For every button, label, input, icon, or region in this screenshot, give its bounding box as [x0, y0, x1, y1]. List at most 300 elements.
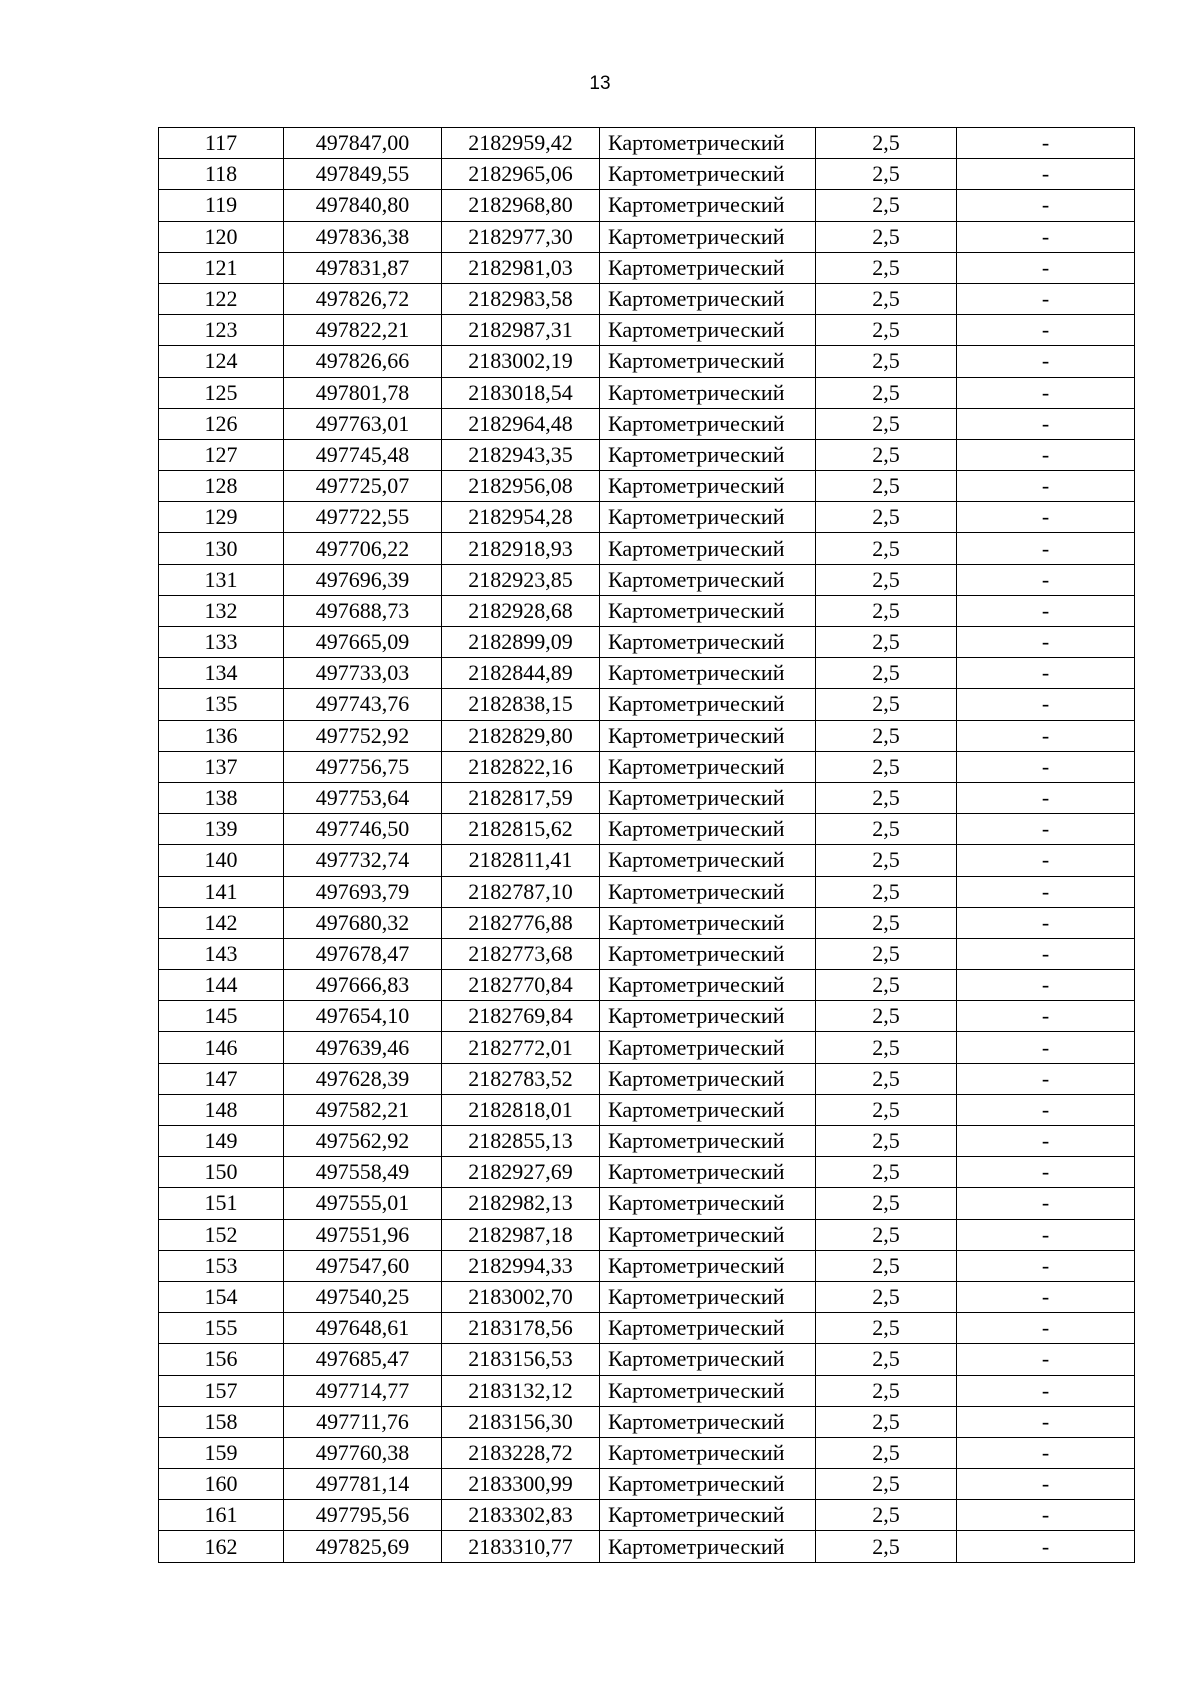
method-cell: Картометрический [600, 1157, 816, 1188]
accuracy-cell: 2,5 [816, 1406, 957, 1437]
y-coordinate-cell: 2182772,01 [442, 1032, 600, 1063]
accuracy-cell: 2,5 [816, 1001, 957, 1032]
x-coordinate-cell: 497582,21 [284, 1094, 442, 1125]
point-number-cell: 141 [159, 876, 284, 907]
x-coordinate-cell: 497714,77 [284, 1375, 442, 1406]
method-cell: Картометрический [600, 1001, 816, 1032]
table-row [159, 283, 1135, 314]
x-coordinate-cell: 497654,10 [284, 1001, 442, 1032]
accuracy-cell: 2,5 [816, 283, 957, 314]
x-coordinate-cell: 497547,60 [284, 1250, 442, 1281]
accuracy-cell: 2,5 [816, 1094, 957, 1125]
method-cell: Картометрический [600, 658, 816, 689]
note-cell: - [957, 315, 1135, 346]
table-row [159, 1406, 1135, 1437]
point-number-cell: 154 [159, 1281, 284, 1312]
table-row [159, 1375, 1135, 1406]
accuracy-cell: 2,5 [816, 408, 957, 439]
point-number-cell: 150 [159, 1157, 284, 1188]
x-coordinate-cell: 497666,83 [284, 970, 442, 1001]
y-coordinate-cell: 2182817,59 [442, 782, 600, 813]
point-number-cell: 132 [159, 595, 284, 626]
accuracy-cell: 2,5 [816, 1032, 957, 1063]
point-number-cell: 122 [159, 283, 284, 314]
table-row [159, 938, 1135, 969]
table-row [159, 970, 1135, 1001]
y-coordinate-cell: 2182770,84 [442, 970, 600, 1001]
point-number-cell: 118 [159, 159, 284, 190]
point-number-cell: 162 [159, 1531, 284, 1562]
table-row [159, 471, 1135, 502]
point-number-cell: 140 [159, 845, 284, 876]
x-coordinate-cell: 497847,00 [284, 128, 442, 159]
y-coordinate-cell: 2182822,16 [442, 751, 600, 782]
table-row [159, 1313, 1135, 1344]
note-cell: - [957, 221, 1135, 252]
accuracy-cell: 2,5 [816, 1157, 957, 1188]
note-cell: - [957, 1375, 1135, 1406]
y-coordinate-cell: 2182927,69 [442, 1157, 600, 1188]
accuracy-cell: 2,5 [816, 1188, 957, 1219]
y-coordinate-cell: 2182987,18 [442, 1219, 600, 1250]
y-coordinate-cell: 2182829,80 [442, 720, 600, 751]
method-cell: Картометрический [600, 252, 816, 283]
y-coordinate-cell: 2183156,30 [442, 1406, 600, 1437]
table-row [159, 1126, 1135, 1157]
table-row [159, 1281, 1135, 1312]
y-coordinate-cell: 2182769,84 [442, 1001, 600, 1032]
accuracy-cell: 2,5 [816, 315, 957, 346]
y-coordinate-cell: 2182918,93 [442, 533, 600, 564]
point-number-cell: 137 [159, 751, 284, 782]
x-coordinate-cell: 497743,76 [284, 689, 442, 720]
table-row [159, 159, 1135, 190]
note-cell: - [957, 1219, 1135, 1250]
accuracy-cell: 2,5 [816, 1469, 957, 1500]
point-number-cell: 157 [159, 1375, 284, 1406]
x-coordinate-cell: 497680,32 [284, 907, 442, 938]
table-row [159, 533, 1135, 564]
x-coordinate-cell: 497639,46 [284, 1032, 442, 1063]
point-number-cell: 155 [159, 1313, 284, 1344]
note-cell: - [957, 408, 1135, 439]
accuracy-cell: 2,5 [816, 751, 957, 782]
y-coordinate-cell: 2182923,85 [442, 564, 600, 595]
accuracy-cell: 2,5 [816, 1126, 957, 1157]
accuracy-cell: 2,5 [816, 159, 957, 190]
note-cell: - [957, 128, 1135, 159]
method-cell: Картометрический [600, 782, 816, 813]
note-cell: - [957, 159, 1135, 190]
y-coordinate-cell: 2182943,35 [442, 439, 600, 470]
accuracy-cell: 2,5 [816, 1500, 957, 1531]
note-cell: - [957, 1032, 1135, 1063]
x-coordinate-cell: 497745,48 [284, 439, 442, 470]
table-row [159, 595, 1135, 626]
point-number-cell: 142 [159, 907, 284, 938]
table-row [159, 1219, 1135, 1250]
table-row [159, 845, 1135, 876]
x-coordinate-cell: 497831,87 [284, 252, 442, 283]
note-cell: - [957, 346, 1135, 377]
method-cell: Картометрический [600, 1281, 816, 1312]
accuracy-cell: 2,5 [816, 876, 957, 907]
y-coordinate-cell: 2183302,83 [442, 1500, 600, 1531]
table-row [159, 190, 1135, 221]
x-coordinate-cell: 497540,25 [284, 1281, 442, 1312]
y-coordinate-cell: 2182977,30 [442, 221, 600, 252]
x-coordinate-cell: 497696,39 [284, 564, 442, 595]
y-coordinate-cell: 2182983,58 [442, 283, 600, 314]
x-coordinate-cell: 497826,66 [284, 346, 442, 377]
y-coordinate-cell: 2182981,03 [442, 252, 600, 283]
x-coordinate-cell: 497706,22 [284, 533, 442, 564]
coordinates-table [158, 127, 1135, 1563]
table-row [159, 814, 1135, 845]
point-number-cell: 138 [159, 782, 284, 813]
point-number-cell: 147 [159, 1063, 284, 1094]
accuracy-cell: 2,5 [816, 845, 957, 876]
method-cell: Картометрический [600, 439, 816, 470]
method-cell: Картометрический [600, 938, 816, 969]
x-coordinate-cell: 497836,38 [284, 221, 442, 252]
point-number-cell: 146 [159, 1032, 284, 1063]
x-coordinate-cell: 497763,01 [284, 408, 442, 439]
table-row [159, 876, 1135, 907]
y-coordinate-cell: 2183300,99 [442, 1469, 600, 1500]
x-coordinate-cell: 497725,07 [284, 471, 442, 502]
note-cell: - [957, 533, 1135, 564]
note-cell: - [957, 782, 1135, 813]
method-cell: Картометрический [600, 502, 816, 533]
x-coordinate-cell: 497825,69 [284, 1531, 442, 1562]
accuracy-cell: 2,5 [816, 471, 957, 502]
method-cell: Картометрический [600, 1126, 816, 1157]
accuracy-cell: 2,5 [816, 1219, 957, 1250]
accuracy-cell: 2,5 [816, 533, 957, 564]
table-row [159, 439, 1135, 470]
x-coordinate-cell: 497801,78 [284, 377, 442, 408]
method-cell: Картометрический [600, 1250, 816, 1281]
note-cell: - [957, 1406, 1135, 1437]
x-coordinate-cell: 497840,80 [284, 190, 442, 221]
point-number-cell: 161 [159, 1500, 284, 1531]
point-number-cell: 145 [159, 1001, 284, 1032]
accuracy-cell: 2,5 [816, 252, 957, 283]
method-cell: Картометрический [600, 315, 816, 346]
point-number-cell: 133 [159, 627, 284, 658]
note-cell: - [957, 627, 1135, 658]
x-coordinate-cell: 497746,50 [284, 814, 442, 845]
y-coordinate-cell: 2182838,15 [442, 689, 600, 720]
x-coordinate-cell: 497756,75 [284, 751, 442, 782]
table-row [159, 1032, 1135, 1063]
accuracy-cell: 2,5 [816, 907, 957, 938]
point-number-cell: 149 [159, 1126, 284, 1157]
note-cell: - [957, 595, 1135, 626]
point-number-cell: 136 [159, 720, 284, 751]
note-cell: - [957, 502, 1135, 533]
method-cell: Картометрический [600, 346, 816, 377]
method-cell: Картометрический [600, 720, 816, 751]
method-cell: Картометрический [600, 471, 816, 502]
y-coordinate-cell: 2182776,88 [442, 907, 600, 938]
table-row [159, 408, 1135, 439]
method-cell: Картометрический [600, 564, 816, 595]
point-number-cell: 160 [159, 1469, 284, 1500]
x-coordinate-cell: 497760,38 [284, 1437, 442, 1468]
x-coordinate-cell: 497795,56 [284, 1500, 442, 1531]
accuracy-cell: 2,5 [816, 720, 957, 751]
point-number-cell: 130 [159, 533, 284, 564]
note-cell: - [957, 1188, 1135, 1219]
method-cell: Картометрический [600, 1344, 816, 1375]
y-coordinate-cell: 2182855,13 [442, 1126, 600, 1157]
y-coordinate-cell: 2182959,42 [442, 128, 600, 159]
x-coordinate-cell: 497555,01 [284, 1188, 442, 1219]
accuracy-cell: 2,5 [816, 1531, 957, 1562]
note-cell: - [957, 1063, 1135, 1094]
accuracy-cell: 2,5 [816, 938, 957, 969]
y-coordinate-cell: 2182928,68 [442, 595, 600, 626]
table-row [159, 315, 1135, 346]
y-coordinate-cell: 2183310,77 [442, 1531, 600, 1562]
method-cell: Картометрический [600, 1437, 816, 1468]
table-row [159, 1469, 1135, 1500]
table-row [159, 1094, 1135, 1125]
point-number-cell: 144 [159, 970, 284, 1001]
y-coordinate-cell: 2183228,72 [442, 1437, 600, 1468]
accuracy-cell: 2,5 [816, 221, 957, 252]
y-coordinate-cell: 2183132,12 [442, 1375, 600, 1406]
table-row [159, 1063, 1135, 1094]
method-cell: Картометрический [600, 1469, 816, 1500]
x-coordinate-cell: 497711,76 [284, 1406, 442, 1437]
y-coordinate-cell: 2182956,08 [442, 471, 600, 502]
note-cell: - [957, 1126, 1135, 1157]
x-coordinate-cell: 497688,73 [284, 595, 442, 626]
accuracy-cell: 2,5 [816, 1281, 957, 1312]
method-cell: Картометрический [600, 1219, 816, 1250]
accuracy-cell: 2,5 [816, 128, 957, 159]
note-cell: - [957, 1437, 1135, 1468]
y-coordinate-cell: 2183156,53 [442, 1344, 600, 1375]
page-number: 13 [589, 73, 611, 94]
table-row [159, 1188, 1135, 1219]
accuracy-cell: 2,5 [816, 564, 957, 595]
note-cell: - [957, 1469, 1135, 1500]
table-row [159, 1500, 1135, 1531]
note-cell: - [957, 845, 1135, 876]
y-coordinate-cell: 2182987,31 [442, 315, 600, 346]
y-coordinate-cell: 2182818,01 [442, 1094, 600, 1125]
y-coordinate-cell: 2183178,56 [442, 1313, 600, 1344]
note-cell: - [957, 876, 1135, 907]
note-cell: - [957, 658, 1135, 689]
table-row [159, 128, 1135, 159]
method-cell: Картометрический [600, 845, 816, 876]
accuracy-cell: 2,5 [816, 689, 957, 720]
point-number-cell: 152 [159, 1219, 284, 1250]
y-coordinate-cell: 2182783,52 [442, 1063, 600, 1094]
method-cell: Картометрический [600, 377, 816, 408]
x-coordinate-cell: 497628,39 [284, 1063, 442, 1094]
point-number-cell: 128 [159, 471, 284, 502]
x-coordinate-cell: 497678,47 [284, 938, 442, 969]
point-number-cell: 119 [159, 190, 284, 221]
table-row [159, 1531, 1135, 1562]
x-coordinate-cell: 497562,92 [284, 1126, 442, 1157]
method-cell: Картометрический [600, 751, 816, 782]
table-row [159, 221, 1135, 252]
accuracy-cell: 2,5 [816, 1375, 957, 1406]
point-number-cell: 123 [159, 315, 284, 346]
method-cell: Картометрический [600, 876, 816, 907]
x-coordinate-cell: 497693,79 [284, 876, 442, 907]
accuracy-cell: 2,5 [816, 814, 957, 845]
note-cell: - [957, 751, 1135, 782]
table-row [159, 907, 1135, 938]
accuracy-cell: 2,5 [816, 595, 957, 626]
x-coordinate-cell: 497551,96 [284, 1219, 442, 1250]
x-coordinate-cell: 497849,55 [284, 159, 442, 190]
method-cell: Картометрический [600, 283, 816, 314]
table-row [159, 502, 1135, 533]
point-number-cell: 153 [159, 1250, 284, 1281]
note-cell: - [957, 720, 1135, 751]
note-cell: - [957, 1500, 1135, 1531]
x-coordinate-cell: 497665,09 [284, 627, 442, 658]
accuracy-cell: 2,5 [816, 782, 957, 813]
point-number-cell: 139 [159, 814, 284, 845]
x-coordinate-cell: 497822,21 [284, 315, 442, 346]
note-cell: - [957, 814, 1135, 845]
x-coordinate-cell: 497752,92 [284, 720, 442, 751]
x-coordinate-cell: 497722,55 [284, 502, 442, 533]
y-coordinate-cell: 2182899,09 [442, 627, 600, 658]
table-row [159, 346, 1135, 377]
point-number-cell: 127 [159, 439, 284, 470]
x-coordinate-cell: 497753,64 [284, 782, 442, 813]
x-coordinate-cell: 497648,61 [284, 1313, 442, 1344]
x-coordinate-cell: 497685,47 [284, 1344, 442, 1375]
method-cell: Картометрический [600, 221, 816, 252]
method-cell: Картометрический [600, 907, 816, 938]
point-number-cell: 124 [159, 346, 284, 377]
method-cell: Картометрический [600, 595, 816, 626]
note-cell: - [957, 938, 1135, 969]
table-row [159, 658, 1135, 689]
accuracy-cell: 2,5 [816, 1313, 957, 1344]
method-cell: Картометрический [600, 1313, 816, 1344]
point-number-cell: 143 [159, 938, 284, 969]
accuracy-cell: 2,5 [816, 502, 957, 533]
note-cell: - [957, 689, 1135, 720]
note-cell: - [957, 471, 1135, 502]
y-coordinate-cell: 2183002,70 [442, 1281, 600, 1312]
y-coordinate-cell: 2182954,28 [442, 502, 600, 533]
accuracy-cell: 2,5 [816, 1437, 957, 1468]
accuracy-cell: 2,5 [816, 190, 957, 221]
note-cell: - [957, 1094, 1135, 1125]
x-coordinate-cell: 497733,03 [284, 658, 442, 689]
x-coordinate-cell: 497781,14 [284, 1469, 442, 1500]
method-cell: Картометрический [600, 533, 816, 564]
note-cell: - [957, 1281, 1135, 1312]
point-number-cell: 158 [159, 1406, 284, 1437]
table-row [159, 1001, 1135, 1032]
note-cell: - [957, 439, 1135, 470]
note-cell: - [957, 970, 1135, 1001]
note-cell: - [957, 1531, 1135, 1562]
note-cell: - [957, 190, 1135, 221]
accuracy-cell: 2,5 [816, 1344, 957, 1375]
accuracy-cell: 2,5 [816, 346, 957, 377]
point-number-cell: 117 [159, 128, 284, 159]
x-coordinate-cell: 497558,49 [284, 1157, 442, 1188]
point-number-cell: 126 [159, 408, 284, 439]
y-coordinate-cell: 2183018,54 [442, 377, 600, 408]
y-coordinate-cell: 2182787,10 [442, 876, 600, 907]
y-coordinate-cell: 2182982,13 [442, 1188, 600, 1219]
point-number-cell: 129 [159, 502, 284, 533]
accuracy-cell: 2,5 [816, 1250, 957, 1281]
y-coordinate-cell: 2182815,62 [442, 814, 600, 845]
point-number-cell: 120 [159, 221, 284, 252]
point-number-cell: 134 [159, 658, 284, 689]
table-row [159, 782, 1135, 813]
accuracy-cell: 2,5 [816, 970, 957, 1001]
note-cell: - [957, 1344, 1135, 1375]
table-row [159, 689, 1135, 720]
point-number-cell: 148 [159, 1094, 284, 1125]
table-row [159, 720, 1135, 751]
point-number-cell: 159 [159, 1437, 284, 1468]
method-cell: Картометрический [600, 814, 816, 845]
method-cell: Картометрический [600, 1188, 816, 1219]
method-cell: Картометрический [600, 1406, 816, 1437]
table-row [159, 252, 1135, 283]
table-row [159, 377, 1135, 408]
accuracy-cell: 2,5 [816, 1063, 957, 1094]
method-cell: Картометрический [600, 159, 816, 190]
accuracy-cell: 2,5 [816, 377, 957, 408]
method-cell: Картометрический [600, 1063, 816, 1094]
table-row [159, 1437, 1135, 1468]
note-cell: - [957, 377, 1135, 408]
method-cell: Картометрический [600, 1375, 816, 1406]
note-cell: - [957, 564, 1135, 595]
method-cell: Картометрический [600, 970, 816, 1001]
method-cell: Картометрический [600, 408, 816, 439]
coordinates-table-body [159, 128, 1135, 1563]
y-coordinate-cell: 2182773,68 [442, 938, 600, 969]
note-cell: - [957, 252, 1135, 283]
point-number-cell: 151 [159, 1188, 284, 1219]
note-cell: - [957, 907, 1135, 938]
y-coordinate-cell: 2182811,41 [442, 845, 600, 876]
y-coordinate-cell: 2182968,80 [442, 190, 600, 221]
point-number-cell: 125 [159, 377, 284, 408]
point-number-cell: 156 [159, 1344, 284, 1375]
note-cell: - [957, 1313, 1135, 1344]
method-cell: Картометрический [600, 128, 816, 159]
point-number-cell: 135 [159, 689, 284, 720]
point-number-cell: 131 [159, 564, 284, 595]
accuracy-cell: 2,5 [816, 658, 957, 689]
accuracy-cell: 2,5 [816, 627, 957, 658]
y-coordinate-cell: 2182965,06 [442, 159, 600, 190]
